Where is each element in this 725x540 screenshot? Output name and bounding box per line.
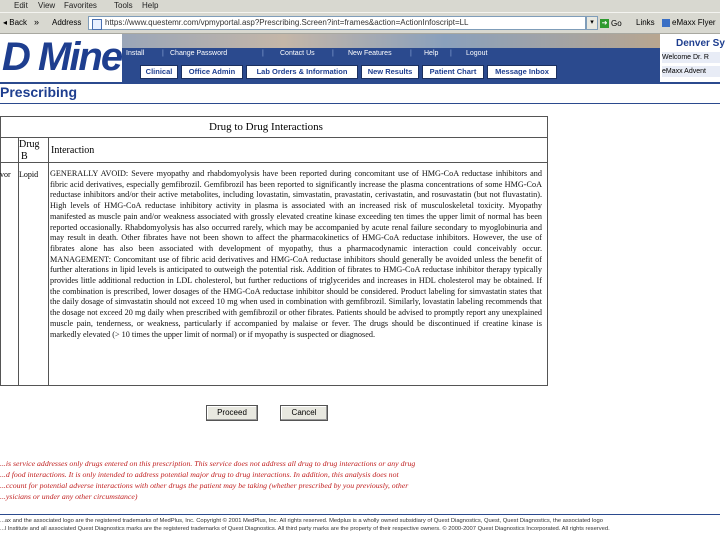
welcome-text: Welcome Dr. R [662, 52, 720, 63]
favorite-link[interactable]: eMaxx Flyer [662, 16, 720, 30]
disclaimer [0, 458, 540, 502]
cell-drug-a: vor [0, 170, 11, 179]
menu-help[interactable]: Help [142, 1, 159, 10]
proceed-button[interactable]: Proceed [206, 405, 258, 421]
footer [0, 517, 720, 533]
logo: D Mine [2, 35, 122, 79]
address-dropdown-icon[interactable]: ▾ [586, 16, 598, 30]
header-interaction: Interaction [51, 145, 95, 156]
tab-patient-chart[interactable]: Patient Chart [422, 65, 484, 79]
header-divider [0, 82, 720, 84]
cell-drug-b: Lopid [19, 170, 39, 179]
header-drug-b: Drug [19, 139, 40, 150]
menu-favorites[interactable]: Favorites [64, 1, 97, 10]
footer-line: ...l Institute and all associated Quest Diagnostics marks are the registered trademarks of Quest Diagnostics. All third party marks are the property of their respective owners. © 2000-2007 Quest Diagnostics Incorporated. All rights reserved. [0, 526, 610, 532]
topnav-help[interactable]: Help [424, 50, 439, 57]
tab-message-inbox[interactable]: Message Inbox [487, 65, 557, 79]
topnav-new-features[interactable]: New Features [348, 50, 392, 57]
go-arrow-icon: ➜ [601, 20, 608, 28]
browser-menu-bar [0, 0, 720, 12]
disclaimer-line: ...ysicians or under any other circumstance) [0, 492, 138, 501]
tab-office-admin[interactable]: Office Admin [181, 65, 243, 79]
page-icon [92, 19, 102, 30]
tab-new-results[interactable]: New Results [361, 65, 419, 79]
disclaimer-line: ...ccount for potential adverse interactions with other drugs the patient may be taking (whether prescribed by you previously, other [0, 481, 409, 490]
emaxx-link[interactable]: eMaxx Advent [662, 66, 720, 77]
chevron-right-icon[interactable]: » [34, 17, 40, 27]
tab-lab-orders[interactable]: Lab Orders & Information [246, 65, 358, 79]
cell-interaction-text: GENERALLY AVOID: Severe myopathy and rhabdomyolysis have been reported during concomitant use of HMG-CoA reductase inhibitors and fibric acid derivatives, especially gemfibrozil. Gemfibrozil has been reported to significantly increase the plasma concentrations of some HMG-CoA reductase inhibitors and/or their active metabolites, including lovastatin, simvastatin, pravastatin, cerivastatin, and rosuvastatin (but not fluvastatin). High levels of HMG-CoA reductase inhibitory activity in plasma is associated with an increased risk of musculoskeletal toxicity. Myopathy manifested as muscle pain and/or weakness associated with grossly elevated creatine kinase exceeding ten times the upper limit of normal has been reported occasionally. Rhabdomyolysis has also occurred rarely, which may be accompanied by acute renal failure secondary to myoglobinuria and may result in death. Other fibrates have not been shown to affect the pharmacokinetics of HMG-CoA reductase inhibitors. However, the use of fibrates alone has also been associated with development of myopathy, thus a pharmacodynamic interaction could conceivably occur. MANAGEMENT: Concomitant use of fibric acid derivatives and HMG-CoA reductase inhibitors should generally be avoided unless the benefit of further alterations in lipid levels is anticipated to outweigh the potential risk. Addition of fibrates to HMG-CoA reductase inhibitor therapy typically provides little additional reduction in LDL cholesterol, but further reductions of triglycerides and increases in HDL cholesterol may be obtained. If the combination is prescribed, lower dosages of the HMG-CoA reductase inhibitor should be considered. Product labeling for simvastatin states that the daily dosage of simvastatin should not exceed 10 mg when used in combination with gemfibrozil. Similarly, lovastatin labeling recommends that the dosage not exceed 20 mg daily when prescribed with gemfibrozil or other fibrates. Patients should be advised to promptly report any unexplained muscle pain, tenderness, or weakness, particularly if accompanied by malaise or fever. The drugs should be discontinued if creatine kinase is markedly elevated (> 10 times the upper limit of normal) or if myopathy is suspected or diagnosed. [50, 169, 542, 339]
back-button[interactable]: ◂ Back [3, 18, 28, 27]
footer-line: ...ax and the associated logo are the registered trademarks of MedPlus, Inc. Copyright © 2001 MedPlus, Inc. All rights reserved. Medplus is a wholly owned subsidiary of Quest Diagnostics, Quest, Quest Diagnostics, the associated logo [0, 518, 603, 524]
top-nav: Install | Change Password | Contact Us | New Features | Help | Logout [122, 48, 660, 62]
cancel-button[interactable]: Cancel [280, 405, 328, 421]
user-location: Denver Sy [676, 38, 725, 49]
disclaimer-line: ...d food interactions. It is only intended to address potential major drug to drug interactions. In addition, this analysis does not [0, 470, 399, 479]
topnav-change-password[interactable]: Change Password [170, 50, 228, 57]
back-arrow-icon: ◂ [3, 18, 8, 27]
tab-clinical[interactable]: Clinical [140, 65, 178, 79]
url-text: https://www.questemr.com/vpmyportal.asp?Prescribing.Screen?int=frames&action=ActionInfoscript=LL [105, 18, 469, 27]
address-label: Address [52, 18, 82, 27]
main-tabs [122, 62, 660, 82]
menu-view[interactable]: View [38, 1, 56, 10]
url-input[interactable] [88, 16, 586, 30]
go-button[interactable]: ➜ Go [601, 19, 622, 28]
page-title: Prescribing [0, 84, 78, 100]
menu-tools[interactable]: Tools [114, 1, 133, 10]
address-bar [0, 12, 720, 34]
ie-page-icon [662, 19, 670, 27]
menu-edit[interactable]: Edit [14, 1, 28, 10]
interaction-table-title: Drug to Drug Interactions [209, 121, 323, 133]
topnav-contact-us[interactable]: Contact Us [280, 50, 315, 57]
header-drug-b-letter: B [21, 151, 28, 162]
topnav-install[interactable]: Install [126, 50, 145, 57]
footer-divider [0, 514, 720, 515]
title-divider [0, 103, 720, 104]
links-label[interactable]: Links [636, 18, 655, 27]
banner-image [122, 34, 660, 48]
topnav-logout[interactable]: Logout [466, 50, 488, 57]
disclaimer-line: ...is service addresses only drugs entered on this prescription. This service does not address all drug to drug interactions or any drug [0, 459, 416, 468]
